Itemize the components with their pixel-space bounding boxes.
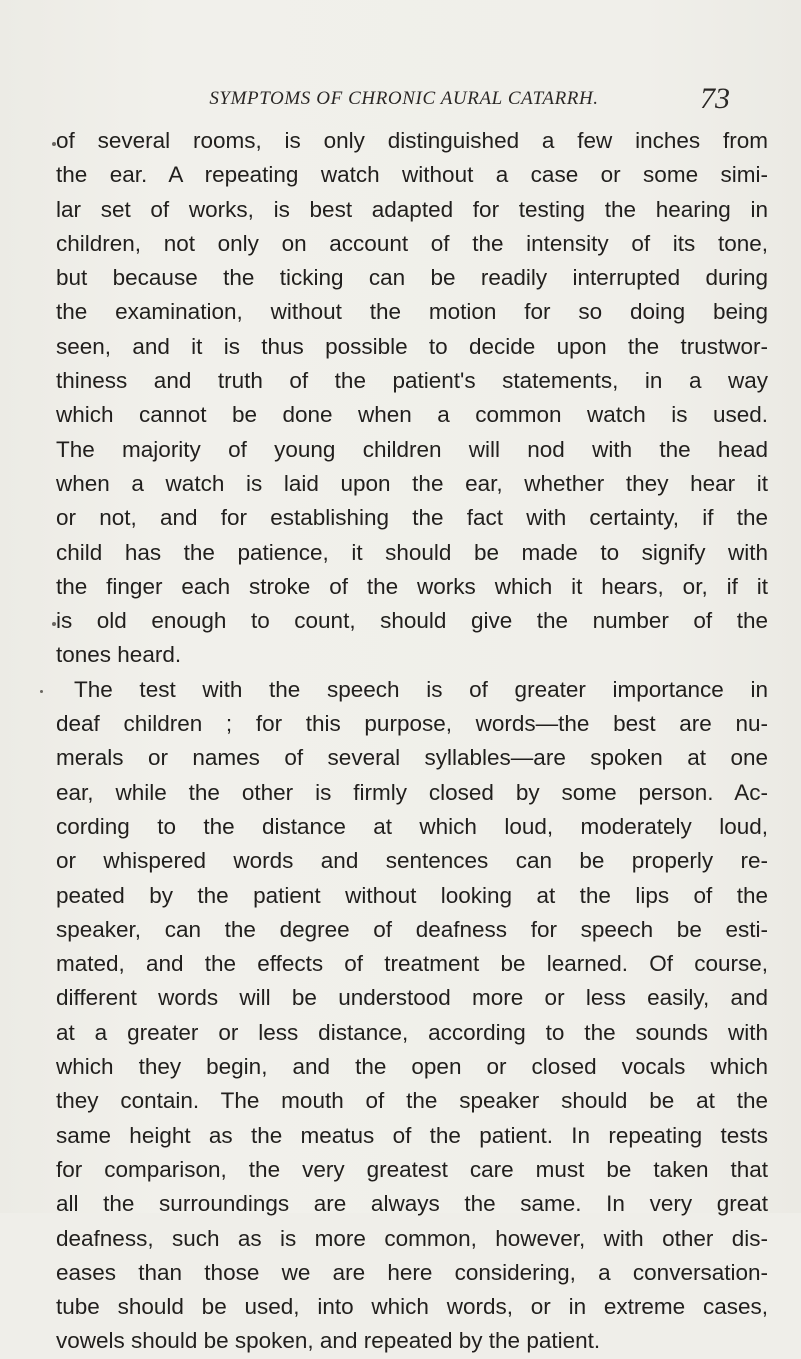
text-line: lar set of works, is best adapted for testing the hearing in [56, 196, 768, 222]
text-line: tones heard. [56, 642, 182, 668]
text-line: when a watch is laid upon the ear, whether they hear it [56, 470, 768, 496]
text-line: merals or names of several syllables—are spoken at one [56, 745, 768, 771]
print-speck [52, 622, 56, 626]
text-line: deaf children ; for this purpose, words—the best are nu- [56, 711, 768, 737]
body-text [56, 124, 768, 1359]
text-line: ear, while the other is firmly closed by some person. Ac- [56, 779, 768, 805]
text-line: The test with the speech is of greater importance in [74, 676, 768, 702]
text-line: at a greater or less distance, according to the sounds with [56, 1019, 768, 1045]
text-line: peated by the patient without looking at the lips of the [56, 882, 768, 908]
text-line: children, not only on account of the intensity of its tone, [56, 230, 768, 256]
text-line: for comparison, the very greatest care must be taken that [56, 1156, 768, 1182]
text-line: cording to the distance at which loud, moderately loud, [56, 813, 768, 839]
text-line: The majority of young children will nod with the head [56, 436, 768, 462]
text-line: of several rooms, is only distinguished a few inches from [56, 128, 768, 153]
running-head-title: SYMPTOMS OF CHRONIC AURAL CATARRH. [209, 88, 599, 109]
text-line: different words will be understood more or less easily, and [56, 985, 768, 1011]
text-line: the examination, without the motion for so doing being [56, 299, 768, 325]
text-line: vowels should be spoken, and repeated by the patient. [56, 1328, 601, 1354]
text-line: tube should be used, into which words, or in extreme cases, [56, 1294, 768, 1320]
text-line: eases than those we are here considering, a conversation- [56, 1259, 768, 1285]
text-line: the ear. A repeating watch without a case or some simi- [56, 162, 768, 188]
text-line: seen, and it is thus possible to decide upon the trustwor- [56, 333, 768, 359]
text-line: child has the patience, it should be made to signify with [56, 539, 768, 565]
text-line: mated, and the effects of treatment be learned. Of course, [56, 951, 768, 977]
text-line: or not, and for establishing the fact with certainty, if the [56, 505, 768, 531]
text-line: which they begin, and the open or closed vocals which [56, 1054, 768, 1080]
text-line: they contain. The mouth of the speaker should be at the [56, 1088, 768, 1114]
text-line: thiness and truth of the patient's statements, in a way [56, 368, 768, 394]
print-speck [40, 690, 43, 693]
print-speck [52, 142, 56, 146]
page-number: 73 [700, 82, 730, 115]
text-line: the finger each stroke of the works which it hears, or, if it [56, 573, 768, 599]
text-line: deafness, such as is more common, however, with other dis- [56, 1225, 768, 1251]
text-line: which cannot be done when a common watch is used. [56, 402, 768, 428]
text-line: is old enough to count, should give the number of the [56, 608, 768, 634]
text-line: all the surroundings are always the same. In very great [56, 1191, 768, 1217]
text-line: but because the ticking can be readily interrupted during [56, 265, 768, 291]
text-line: or whispered words and sentences can be properly re- [56, 848, 768, 874]
text-line: speaker, can the degree of deafness for speech be esti- [56, 916, 768, 942]
text-line: same height as the meatus of the patient. In repeating tests [56, 1122, 768, 1148]
